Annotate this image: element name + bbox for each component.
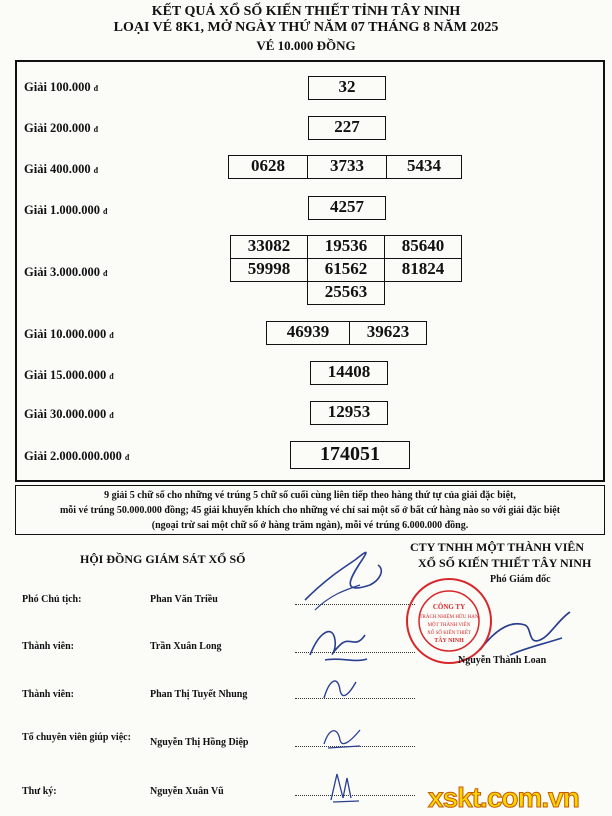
prize-label-100k: Giải 100.000 đ xyxy=(24,80,99,94)
note-line-1: 9 giải 5 chữ số cho những vé trúng 5 chữ số cuối cùng liên tiếp theo hàng thứ tự của giải đặc biệt, xyxy=(104,490,516,501)
svg-text:TRÁCH NHIỆM HỮU HẠN: TRÁCH NHIỆM HỮU HẠN xyxy=(419,615,479,620)
name-member-2: Phan Thị Tuyết Nhung xyxy=(150,689,248,700)
signature-vice-chair xyxy=(300,540,390,615)
name-vice-chair: Phan Văn Triều xyxy=(150,594,218,605)
number-box: 4257 xyxy=(308,196,386,220)
director-name: Nguyễn Thành Loan xyxy=(458,655,547,666)
number-box: 12953 xyxy=(310,401,388,425)
number-box: 85640 xyxy=(384,235,462,259)
number-box: 46939 xyxy=(266,321,350,345)
number-box: 0628 xyxy=(228,155,308,179)
company-name-line-2: XỔ SỐ KIẾN THIẾT TÂY NINH xyxy=(418,556,592,570)
role-member-1: Thành viên: xyxy=(22,641,74,652)
number-box: 59998 xyxy=(230,258,308,282)
number-box: 5434 xyxy=(386,155,462,179)
director-title: Phó Giám đốc xyxy=(490,574,551,585)
number-box: 25563 xyxy=(307,281,385,305)
prize-label-30m: Giải 30.000.000 đ xyxy=(24,407,114,421)
signature-member-1 xyxy=(305,615,375,670)
svg-text:TÂY NINH: TÂY NINH xyxy=(434,638,464,644)
name-assistant: Nguyễn Thị Hồng Diệp xyxy=(150,737,249,748)
svg-text:XỔ SỐ KIẾN THIẾT: XỔ SỐ KIẾN THIẾT xyxy=(427,631,471,636)
special-prize-box: 174051 xyxy=(290,441,410,469)
number-box: 14408 xyxy=(310,361,388,385)
name-secretary: Nguyễn Xuân Vũ xyxy=(150,786,224,797)
number-box: 61562 xyxy=(307,258,385,282)
site-watermark: xskt.com.vn xyxy=(428,782,579,813)
signature-secretary xyxy=(325,768,365,808)
signature-assistant xyxy=(320,720,370,755)
number-box: 39623 xyxy=(349,321,427,345)
prize-label-special: Giải 2.000.000.000 đ xyxy=(24,449,130,463)
number-box: 3733 xyxy=(307,155,387,179)
number-box: 227 xyxy=(308,116,386,140)
prize-label-1m: Giải 1.000.000 đ xyxy=(24,203,108,217)
number-box: 32 xyxy=(308,76,386,100)
number-box: 81824 xyxy=(384,258,462,282)
name-member-1: Trần Xuân Long xyxy=(150,641,222,652)
title-line-2: LOẠI VÉ 8K1, MỞ NGÀY THỨ NĂM 07 THÁNG 8 NĂM 2025 xyxy=(113,20,499,35)
role-member-2: Thành viên: xyxy=(22,689,74,700)
title-line-1: KẾT QUẢ XỔ SỐ KIẾN THIẾT TỈNH TÂY NINH xyxy=(151,4,461,19)
role-secretary: Thư ký: xyxy=(22,786,57,797)
company-name-line-1: CTY TNHH MỘT THÀNH VIÊN xyxy=(410,540,585,554)
company-seal xyxy=(404,576,494,666)
note-line-3: (ngoại trừ sai một chữ số ở hàng trăm ngàn), mỗi vé trúng 6.000.000 đồng. xyxy=(151,520,469,531)
svg-text:CÔNG TY: CÔNG TY xyxy=(432,603,466,611)
consolation-note xyxy=(15,485,605,535)
prize-label-400k: Giải 400.000 đ xyxy=(24,162,99,176)
role-vice-chair: Phó Chủ tịch: xyxy=(22,594,82,605)
council-title: HỘI ĐỒNG GIÁM SÁT XỔ SỐ xyxy=(80,552,246,566)
prize-label-200k: Giải 200.000 đ xyxy=(24,121,99,135)
prize-label-10m: Giải 10.000.000 đ xyxy=(24,327,114,341)
prize-label-3m: Giải 3.000.000 đ xyxy=(24,265,108,279)
number-box: 33082 xyxy=(230,235,308,259)
signature-member-2 xyxy=(318,668,368,708)
role-assistant: Tổ chuyên viên giúp việc: xyxy=(22,732,131,743)
svg-text:MỘT THÀNH VIÊN: MỘT THÀNH VIÊN xyxy=(427,623,471,628)
note-line-2: mỗi vé trúng 50.000.000 đồng; 45 giải khuyến khích cho những vé chỉ sai một số ở bất cứ hàng nào so với giải đặc biệt xyxy=(59,505,561,516)
prize-label-15m: Giải 15.000.000 đ xyxy=(24,368,114,382)
number-box: 19536 xyxy=(307,235,385,259)
ticket-price: VÉ 10.000 ĐỒNG xyxy=(256,38,356,53)
